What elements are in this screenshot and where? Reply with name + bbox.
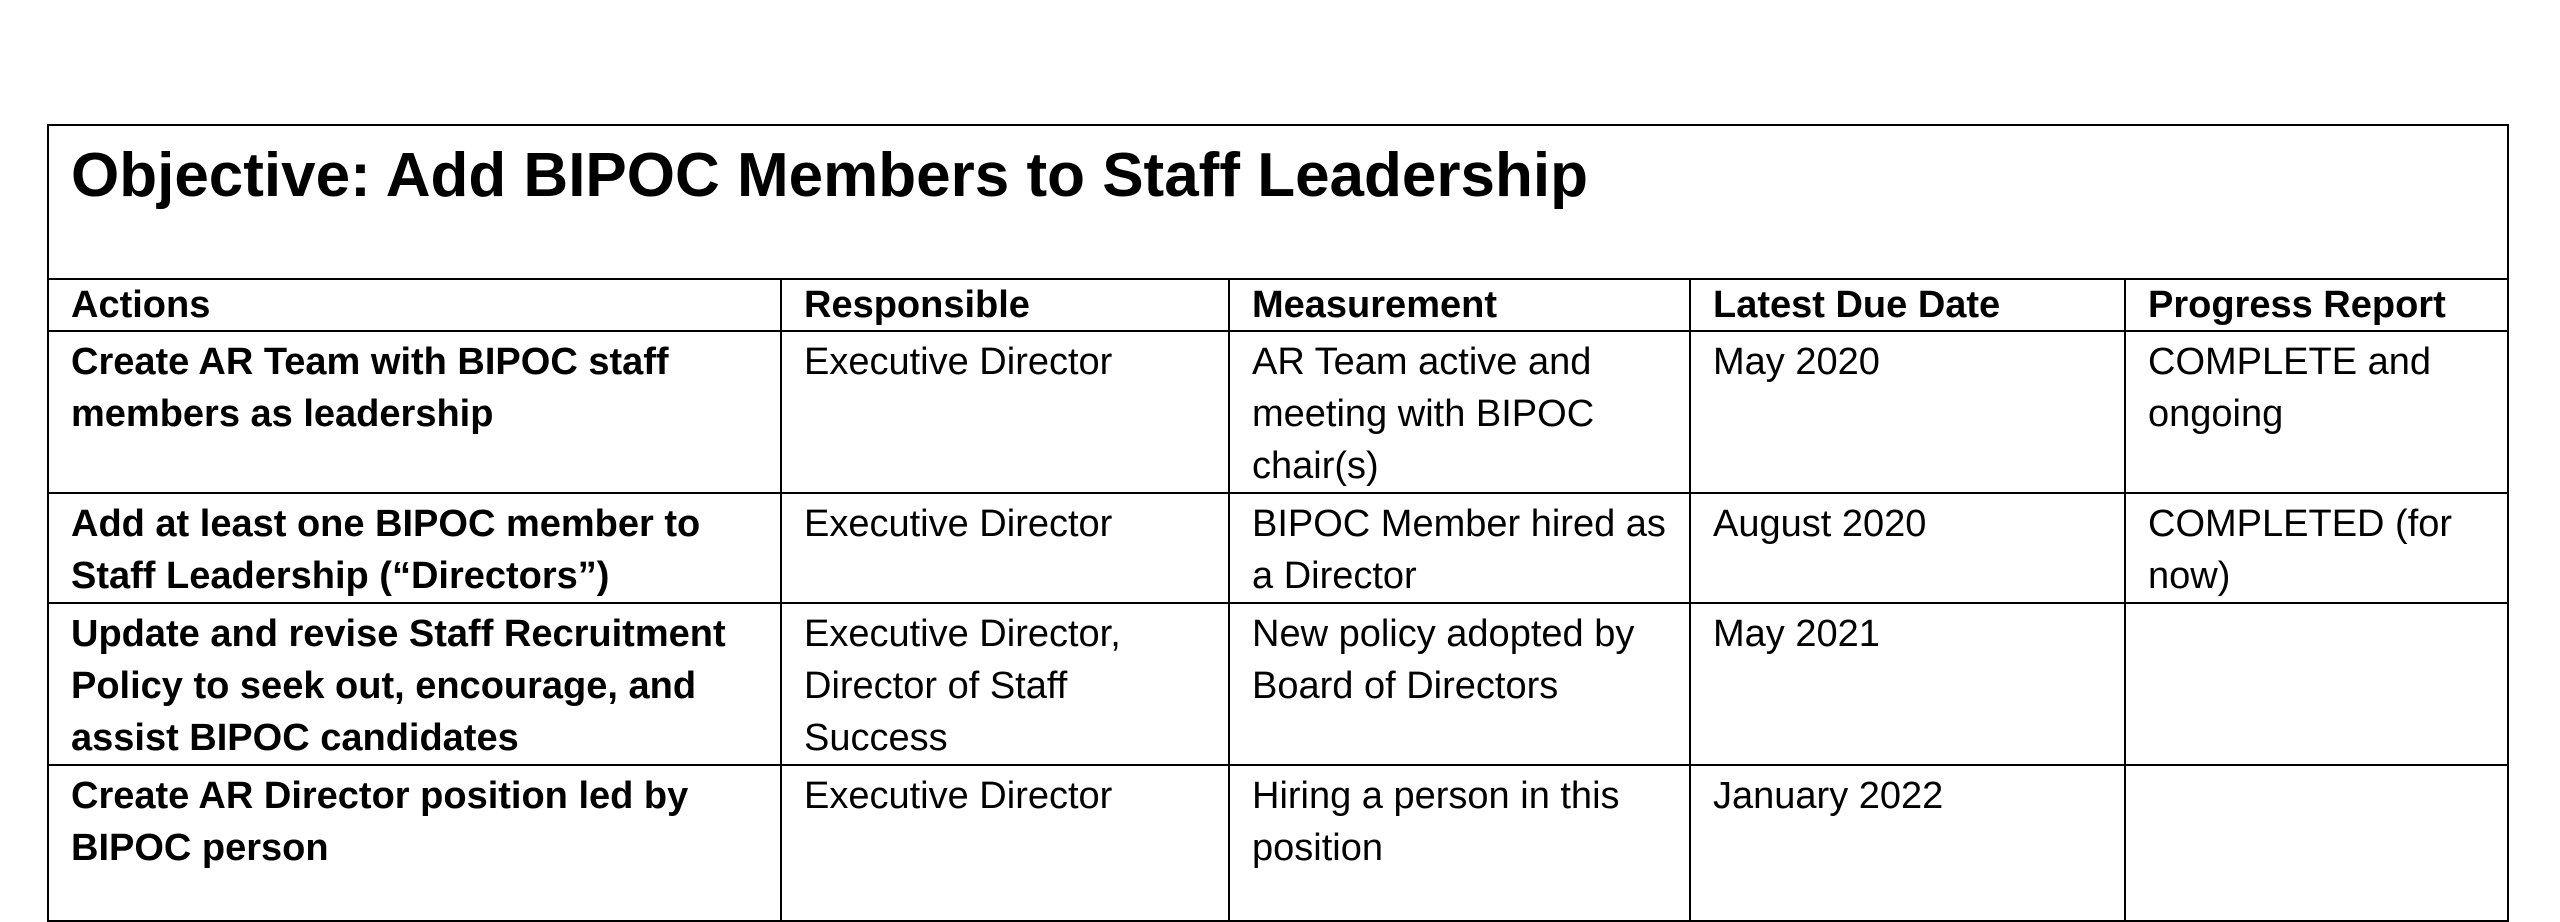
due-date-cell: August 2020 bbox=[1690, 493, 2125, 603]
due-date-cell: May 2020 bbox=[1690, 331, 2125, 493]
column-header-responsible: Responsible bbox=[781, 279, 1229, 331]
responsible-cell: Executive Director, Director of Staff Success bbox=[781, 603, 1229, 765]
objective-title: Objective: Add BIPOC Members to Staff Leadership bbox=[71, 141, 1588, 210]
measurement-cell: Hiring a person in this position bbox=[1229, 765, 1690, 921]
responsible-cell: Executive Director bbox=[781, 493, 1229, 603]
responsible-cell: Executive Director bbox=[781, 765, 1229, 921]
responsible-cell: Executive Director bbox=[781, 331, 1229, 493]
due-date-cell: May 2021 bbox=[1690, 603, 2125, 765]
measurement-cell: BIPOC Member hired as a Director bbox=[1229, 493, 1690, 603]
column-header-actions: Actions bbox=[48, 279, 781, 331]
progress-cell bbox=[2125, 765, 2508, 921]
column-header-due-date: Latest Due Date bbox=[1690, 279, 2125, 331]
progress-cell bbox=[2125, 603, 2508, 765]
action-cell: Add at least one BIPOC member to Staff Leadership (“Directors”) bbox=[48, 493, 781, 603]
action-cell: Create AR Director position led by BIPOC person bbox=[48, 765, 781, 921]
progress-cell: COMPLETED (for now) bbox=[2125, 493, 2508, 603]
title-cell bbox=[48, 125, 2508, 279]
measurement-cell: New policy adopted by Board of Directors bbox=[1229, 603, 1690, 765]
due-date-cell: January 2022 bbox=[1690, 765, 2125, 921]
title-row bbox=[48, 125, 2508, 279]
column-header-measurement: Measurement bbox=[1229, 279, 1690, 331]
column-header-progress: Progress Report bbox=[2125, 279, 2508, 331]
objective-table bbox=[47, 124, 2509, 922]
table-row bbox=[48, 765, 2508, 921]
header-row bbox=[48, 279, 2508, 331]
table-row bbox=[48, 603, 2508, 765]
table-row bbox=[48, 493, 2508, 603]
measurement-cell: AR Team active and meeting with BIPOC chair(s) bbox=[1229, 331, 1690, 493]
action-cell: Update and revise Staff Recruitment Policy to seek out, encourage, and assist BIPOC candidates bbox=[48, 603, 781, 765]
action-cell: Create AR Team with BIPOC staff members as leadership bbox=[48, 331, 781, 493]
table-row bbox=[48, 331, 2508, 493]
progress-cell: COMPLETE and ongoing bbox=[2125, 331, 2508, 493]
